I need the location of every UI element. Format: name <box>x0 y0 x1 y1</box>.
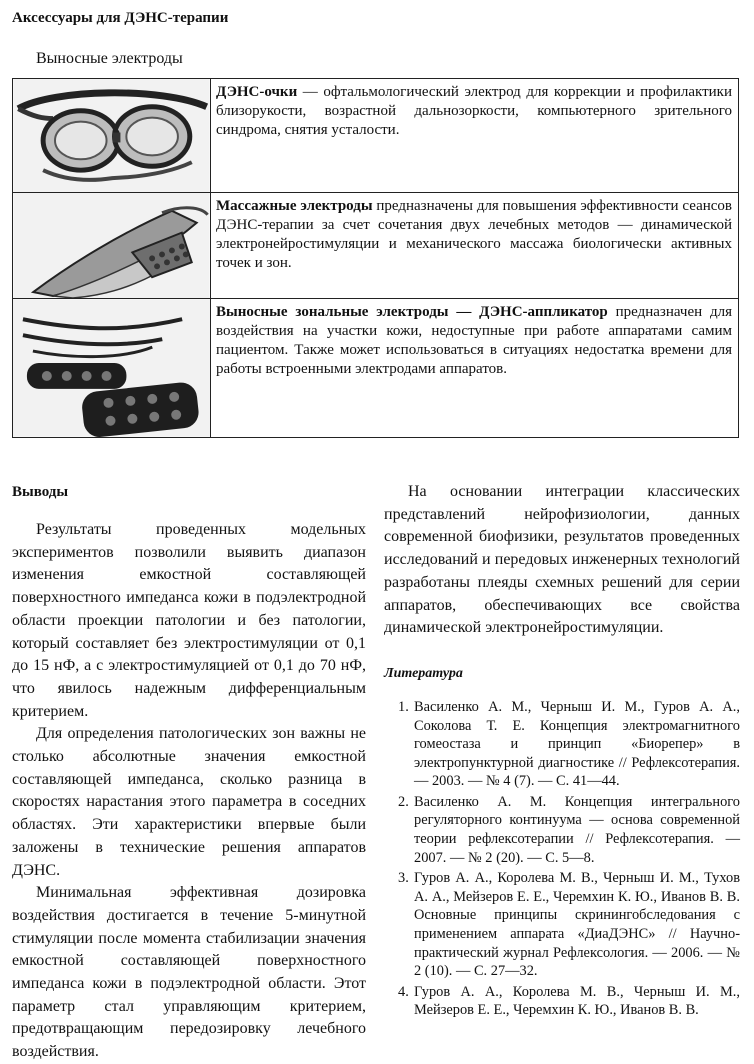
accessory-row <box>13 79 738 193</box>
accessory-row <box>13 299 738 437</box>
reference-item: 2. Василенко А. М. Концепция интегрального регуляторного континуума — основа современной теории рефлексотерапии // Рефлексотерапия. — 2007. — № 2 (20). — С. 5—8. <box>398 793 740 866</box>
left-column <box>12 481 366 1064</box>
applicator-electrode-photo <box>13 299 211 437</box>
paragraph: Для определения патологических зон важны не столько абсолютные значения емкостной составляющей импеданса, сколько разница в скоростях нарастания этого параметра в соседних областях. Эти характеристики впервые были заложены в технические решения аппаратов ДЭНС. <box>12 725 366 879</box>
accessory-row <box>13 193 738 299</box>
applicator-icon <box>13 299 210 437</box>
glasses-icon <box>13 79 210 192</box>
massage-electrode-icon <box>13 193 210 298</box>
accessory-name: Массажные электроды <box>216 198 373 214</box>
accessory-name: ДЭНС-очки <box>216 84 298 100</box>
reference-item: 1. Василенко А. М., Черныш И. М., Гуров А. А., Соколова Т. Е. Концепция электромагнитного гомеостаза и принцип «Биорепер» в электропунктурной диагностике // Рефлексотерапия. — 2003. — № 4 (7). — С. 41—44. <box>398 698 740 790</box>
paragraph: Минимальная эффективная дозировка воздействия достигается в течение 5-минутной стимуляции после момента стабилизации значения емкостной составляющей поверхностного импеданса кожи в подэлектродной области. Этот параметр стал управляющим критерием, предотвращающим передозировку лечебного воздействия. <box>12 884 366 1061</box>
accessory-description: Массажные электроды предназначены для повышения эффективности сеансов ДЭНС-терапии за счет сочетания двух лечебных методов — динамической электронейростимуляции и механического массажа биологически активных точек и зон. <box>216 198 733 271</box>
reference-item: 4. Гуров А. А., Королева М. В., Черныш И. М., Мейзеров Е. Е., Черемхин К. Ю., Иванов В. В. <box>398 983 740 1019</box>
subsection-title: Выносные электроды <box>36 50 183 67</box>
accessories-table <box>12 78 739 438</box>
accessory-description: Выносные зональные электроды — ДЭНС-аппликатор предназначен для воздействия на участки кожи, недоступные при работе аппаратами самим пациентом. Также может использоваться в ситуациях недостатка времени для работы встроенными электродами аппаратов. <box>216 304 732 377</box>
literature-heading: Литература <box>384 665 463 681</box>
accessory-name: Выносные зональные электроды — ДЭНС-аппликатор <box>216 304 608 320</box>
reference-item: 3. Гуров А. А., Королева М. В., Черныш И. М., Тухов А. А., Мейзеров Е. Е., Черемхин К. Ю., Иванов В. В. Основные принципы скринингобследования с применением аппарата «ДиаДЭНС» // Научно-практический журнал Рефлексология. — 2006. — № 2 (10). — С. 27—32. <box>398 870 740 980</box>
section-title: Аксессуары для ДЭНС-терапии <box>12 10 229 26</box>
glasses-electrode-photo <box>13 79 211 192</box>
massage-electrodes-photo <box>13 193 211 298</box>
conclusions-heading: Выводы <box>12 484 69 500</box>
right-column <box>384 481 740 1022</box>
paragraph: Результаты проведенных модельных экспериментов позволили выявить диапазон изменения емкостной составляющей поверхностного импеданса кожи в подэлектродной области проекции патологии и без патологии, который составляет без электростимуляции от 0,1 до 15 нФ, а с электростимуляцией от 0,1 до 70 нФ, что явилось надежным дифференциальным критерием. <box>12 521 366 720</box>
references-list <box>384 698 740 1020</box>
accessory-description: ДЭНС-очки — офтальмологический электрод для коррекции и профилактики близорукости, возрастной дальнозоркости, компьютерного зрительного синдрома, снятия усталости. <box>216 84 732 138</box>
paragraph: На основании интеграции классических представлений нейрофизиологии, данных современной биофизики, результатов проведенных исследований и передовых инженерных технологий разработаны плеяды схемных решений для серии аппаратов, обеспечивающих все свойства динамической электронейростимуляции. <box>384 483 740 637</box>
